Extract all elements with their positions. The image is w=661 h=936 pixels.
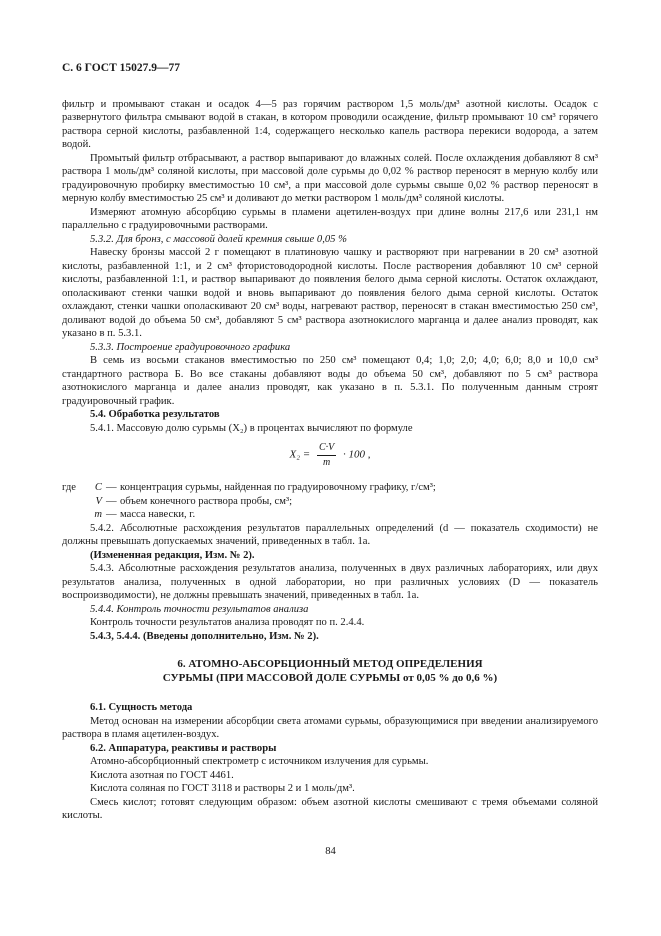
section-heading: 6.1. Сущность метода [90, 702, 193, 713]
definition-row [62, 495, 598, 509]
paragraph: В семь из восьми стаканов вместимостью по 250 см³ помещают 0,4; 1,0; 2,0; 4,0; 6,0; 8,0 и 10,0 см³ стандартного раствора Б. Во все стаканы добавляют воды до объема 50 см³, добавляют по 5 см³ раствора азотнокислого марганца и далее анализ проводят, как указано в п. 5.3.1. По полученным данным строят градуировочный график. [62, 355, 598, 407]
definition-text: концентрация сурьмы, найденная по градуировочному графику, г/см³; [120, 482, 436, 493]
formula-fraction [317, 441, 336, 469]
section-title-line: СУРЬМЫ (ПРИ МАССОВОЙ ДОЛЕ СУРЬМЫ от 0,05 % до 0,6 %) [162, 672, 498, 684]
paragraph: Атомно-абсорбционный спектрометр с источником излучения для сурьмы. [90, 756, 429, 767]
definition-prefix [62, 495, 88, 509]
formula-denominator: m [322, 456, 331, 468]
formula-numerator: C·V [317, 441, 336, 456]
paragraph: 5.4.3. Абсолютные расхождения результатов анализа, полученных в двух различных лабораториях, или двух результатов анализа, полученных в одной лаборатории, но при различных условиях (D — показатель воспроизводимости), не должны превышать значений, приведенных в табл. 1а. [62, 563, 598, 601]
document-page [62, 62, 598, 823]
paragraph: 5.4.2. Абсолютные расхождения результатов параллельных определений (d — показатель сходимости) не должны превышать допускаемых значений, приведенных в табл. 1а. [62, 522, 598, 547]
definition-prefix [62, 508, 88, 522]
subsection-heading: 5.4.4. Контроль точности результатов анализа [90, 603, 309, 615]
definition-text: масса навески, г. [120, 509, 196, 520]
definition-text: объем конечного раствора пробы, см³; [120, 495, 293, 507]
definition-symbol: m [94, 509, 102, 520]
paragraph: Контроль точности результатов анализа проводят по п. 2.4.4. [90, 617, 365, 628]
paragraph: Кислота азотная по ГОСТ 4461. [90, 769, 234, 781]
definition-dash: — [106, 482, 117, 493]
formula [62, 441, 598, 475]
paragraph: Кислота соляная по ГОСТ 3118 и растворы 2 и 1 моль/дм³. [90, 783, 355, 794]
formula-rhs: · 100 , [343, 448, 371, 461]
definition-dash: — [106, 495, 117, 507]
definition-dash: — [106, 509, 117, 520]
page-number: 84 [325, 846, 336, 857]
subsection-heading: 5.3.2. Для бронз, с массовой долей кремния свыше 0,05 % [90, 233, 347, 245]
amendment-note: (Измененная редакция, Изм. № 2). [90, 549, 255, 561]
section-heading: 6.2. Аппаратура, реактивы и растворы [90, 742, 277, 754]
paragraph: фильтр и промывают стакан и осадок 4—5 раз горячим раствором 1,5 моль/дм³ азотной кислоты. Осадок с развернутого фильтра смывают водой в стакан, в котором проводили осаждение, фильтр промывают 10 см³ горячего раствора серной кислоты, разбавленной 1:4, содержащего несколько капель раствора перекиси водорода, а затем водой. [62, 98, 598, 150]
definition-prefix: где [62, 482, 76, 493]
formula-definitions [62, 481, 598, 522]
paragraph: Метод основан на измерении абсорбции света атомами сурьмы, образующимися при введении анализируемого раствора в пламя ацетилен-воздух. [62, 715, 598, 740]
paragraph: Измеряют атомную абсорбцию сурьмы в пламени ацетилен-воздух при длине волны 217,6 или 231,1 нм параллельно с градуировочными растворами. [62, 206, 598, 231]
section-heading: 5.4. Обработка результатов [90, 409, 220, 420]
definition-symbol: V [95, 495, 102, 507]
definition-symbol: C [94, 482, 102, 493]
paragraph: Навеску бронзы массой 2 г помещают в платиновую чашку и растворяют при нагревании в 20 см³ азотной кислоты, разбавленной 1:1, и 2 см³ фтористоводородной кислоты. После растворения добавляют 10 см³ серной кислоты, разбавленной 1:1, и раствор выпаривают до появления белого дыма серной кислоты. Остаток охлаждают, ополаскивают стенки чашки водой и вновь выпаривают до появления белого дыма серной кислоты. Остаток охлаждают, стенки чашки ополаскивают 20 см³ воды, нагревают раствор, переносят в стакан вместимостью 250 см³, доливают водой до объема 50 см³, добавляют 5 см³ раствора азотнокислого марганца и далее анализ проводят, как указано в п. 5.3.1. [62, 247, 598, 339]
paragraph: Промытый фильтр отбрасывают, а раствор выпаривают до влажных солей. После охлаждения добавляют 8 см³ раствора 1 моль/дм³ соляной кислоты, при массовой доле сурьмы до 0,02 % раствор переносят в мерную колбу или градуировочную пробирку вместимостью 10 см³, а при массовой доле сурьмы свыше 0,02 % раствор переносят в мерную колбу вместимостью 25 см³ и доливают до метки раствором 1 моль/дм³ соляной кислоты. [62, 152, 598, 204]
definition-row [62, 508, 598, 522]
definition-row [62, 481, 598, 495]
subsection-heading: 5.3.3. Построение градуировочного графика [90, 341, 291, 353]
section-title [62, 657, 598, 685]
page-header: С. 6 ГОСТ 15027.9—77 [62, 62, 181, 74]
formula-lhs: X₂ = [289, 448, 311, 461]
paragraph: Смесь кислот; готовят следующим образом: объем азотной кислоты смешивают с тремя объемами соляной кислоты. [62, 796, 598, 821]
amendment-note: 5.4.3, 5.4.4. (Введены дополнительно, Изм. № 2). [90, 630, 319, 642]
paragraph: 5.4.1. Массовую долю сурьмы (X₂) в процентах вычисляют по формуле [90, 422, 413, 434]
section-title-line: 6. АТОМНО-АБСОРБЦИОННЫЙ МЕТОД ОПРЕДЕЛЕНИЯ [177, 658, 483, 670]
